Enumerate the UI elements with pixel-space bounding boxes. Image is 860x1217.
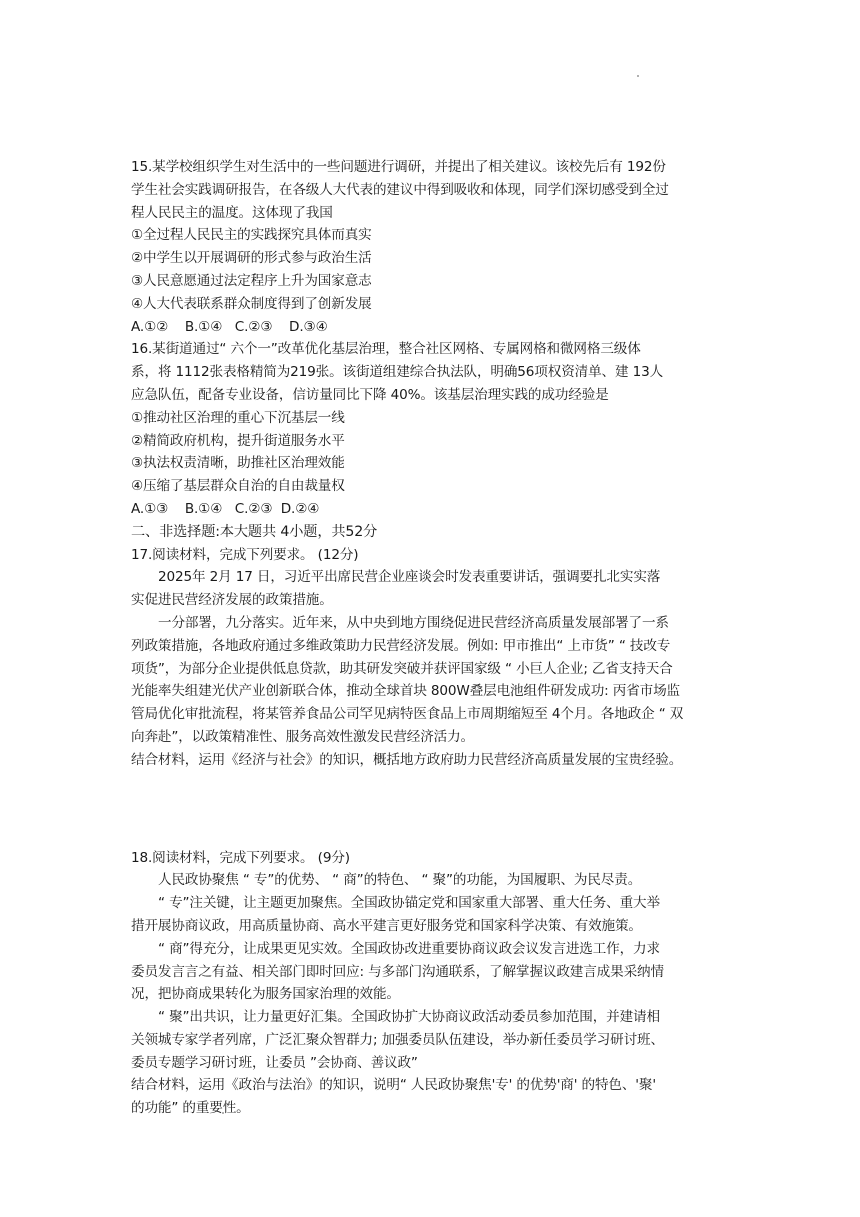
q18-material-line: 措开展协商议政，用高质量协商、高水平建言更好服务党和国家科学决策、有效施策。 xyxy=(131,917,642,934)
q15-statement: ③人民意愿通过法定程序上升为国家意志 xyxy=(131,272,372,289)
q17-material-line: 光能率失组建光伏产业创新联合体，推动全球首块 800W叠层电池组件研发成功: 丙省市场监 xyxy=(131,683,680,700)
q16-stem-line: 应急队伍，配备专业设备，信访量同比下降 40%。该基层治理实践的成功经验是 xyxy=(131,386,609,403)
q17-material-line: 2025年 2月 17 日，习近平出席民营企业座谈会时发表重要讲话，强调要扎北实实落 xyxy=(158,569,661,586)
section-heading: 二、非选择题:本大题共 4小题，共52分 xyxy=(131,523,378,540)
q15-statement: ②中学生以开展调研的形式参与政治生活 xyxy=(131,250,372,267)
q15-statement: ④人大代表联系群众制度得到了创新发展 xyxy=(131,295,372,312)
q17-material-line: 向奔赴”，以政策精准性、服务高效性激发民营经济活力。 xyxy=(131,728,474,745)
q18-requirement: 结合材料，运用《政治与法治》的知识，说明“ 人民政协聚焦'专' 的优势'商' 的特色、'聚' xyxy=(131,1077,656,1094)
q16-statement: ④压缩了基层群众自治的自由裁量权 xyxy=(131,478,345,495)
q17-material-line: 列政策措施，各地政府通过多维政策助力民营经济发展。例如: 甲市推出“ 上市货” “ 技改专 xyxy=(131,637,671,654)
q16-statement: ③执法权责清晰，助推社区治理效能 xyxy=(131,455,345,472)
q15-stem-line: 学生社会实践调研报告，在各级人大代表的建议中得到吸收和体现，同学们深切感受到全过 xyxy=(131,181,669,198)
q16-stem-line: 16.某街道通过“ 六个一”改革优化基层治理，整合社区网格、专属网格和微网格三级体 xyxy=(131,341,641,358)
q17-material-line: 项货”，为部分企业提供低息贷款，助其研发突破并获评国家级 “ 小巨人企业; 乙省支持天合 xyxy=(131,660,673,677)
q15-stem-line: 15.某学校组织学生对生活中的一些问题进行调研，并提出了相关建议。该校先后有 192份 xyxy=(131,159,666,175)
q17-material-line: 实促进民营经济发展的政策措施。 xyxy=(131,592,333,609)
scan-speck xyxy=(637,75,639,77)
q18-material-line: 委员发言言之有益、相关部门即时回应: 与多部门沟通联系，了解掌握议政建言成果采纳情 xyxy=(131,963,664,980)
q16-statement: ①推动社区治理的重心下沉基层一线 xyxy=(131,409,345,426)
exam-content xyxy=(131,156,743,1120)
q15-statement: ①全过程人民民主的实践探究具体而真实 xyxy=(131,227,372,244)
q17-material-line: 管局优化审批流程，将某管养食品公司罕见病特医食品上市周期缩短至 4个月。各地政企 “ 双 xyxy=(131,706,684,723)
q18-material-line: 人民政协聚焦 “ 专”的优势、 “ 商”的特色、 “ 聚”的功能，为国履职、为民尽责。 xyxy=(158,872,642,889)
q16-statement: ②精简政府机构，提升街道服务水平 xyxy=(131,432,345,449)
q15-stem-line: 程人民民主的温度。这体现了我国 xyxy=(131,204,333,221)
q17-material-line: 一分部署，九分落实。近年来，从中央到地方围绕促进民营经济高质量发展部署了一系 xyxy=(158,614,669,631)
q17-header: 17.阅读材料，完成下列要求。 (12分) xyxy=(131,546,359,563)
q18-material-line: “ 专”注关键，让主题更加聚焦。全国政协锚定党和国家重大部署、重大任务、重大举 xyxy=(158,895,660,912)
q16-stem-line: 系，将 1112张表格精简为219张。该街道组建综合执法队，明确56项权资清单、建 13人 xyxy=(131,364,664,381)
q18-requirement: 的功能” 的重要性。 xyxy=(131,1100,250,1117)
question-17 xyxy=(131,544,743,772)
question-16 xyxy=(131,338,743,520)
q18-material-line: 委员专题学习研讨班，让委员 ”会协商、善议政” xyxy=(131,1054,418,1071)
q16-options: A.①③ B.①④ C.②③ D.②④ xyxy=(131,500,320,517)
question-15 xyxy=(131,156,743,338)
answer-space xyxy=(131,772,743,847)
q18-material-line: 况，把协商成果转化为服务国家治理的效能。 xyxy=(131,986,400,1003)
q15-options: A.①② B.①④ C.②③ D.③④ xyxy=(131,318,328,335)
q17-requirement: 结合材料，运用《经济与社会》的知识，概括地方政府助力民营经济高质量发展的宝贵经验。 xyxy=(131,751,683,768)
q18-header: 18.阅读材料，完成下列要求。 (9分) xyxy=(131,849,350,866)
q18-material-line: 关领城专家学者列席，广泛汇聚众智群力; 加强委员队伍建设，举办新任委员学习研讨班、 xyxy=(131,1031,664,1048)
question-18 xyxy=(131,847,743,1121)
q18-material-line: “ 商”得充分，让成果更见实效。全国政协改进重要协商议政会议发言进选工作，力求 xyxy=(158,940,660,957)
q18-material-line: “ 聚”出共识，让力量更好汇集。全国政协扩大协商议政活动委员参加范围，并建请相 xyxy=(158,1009,660,1026)
